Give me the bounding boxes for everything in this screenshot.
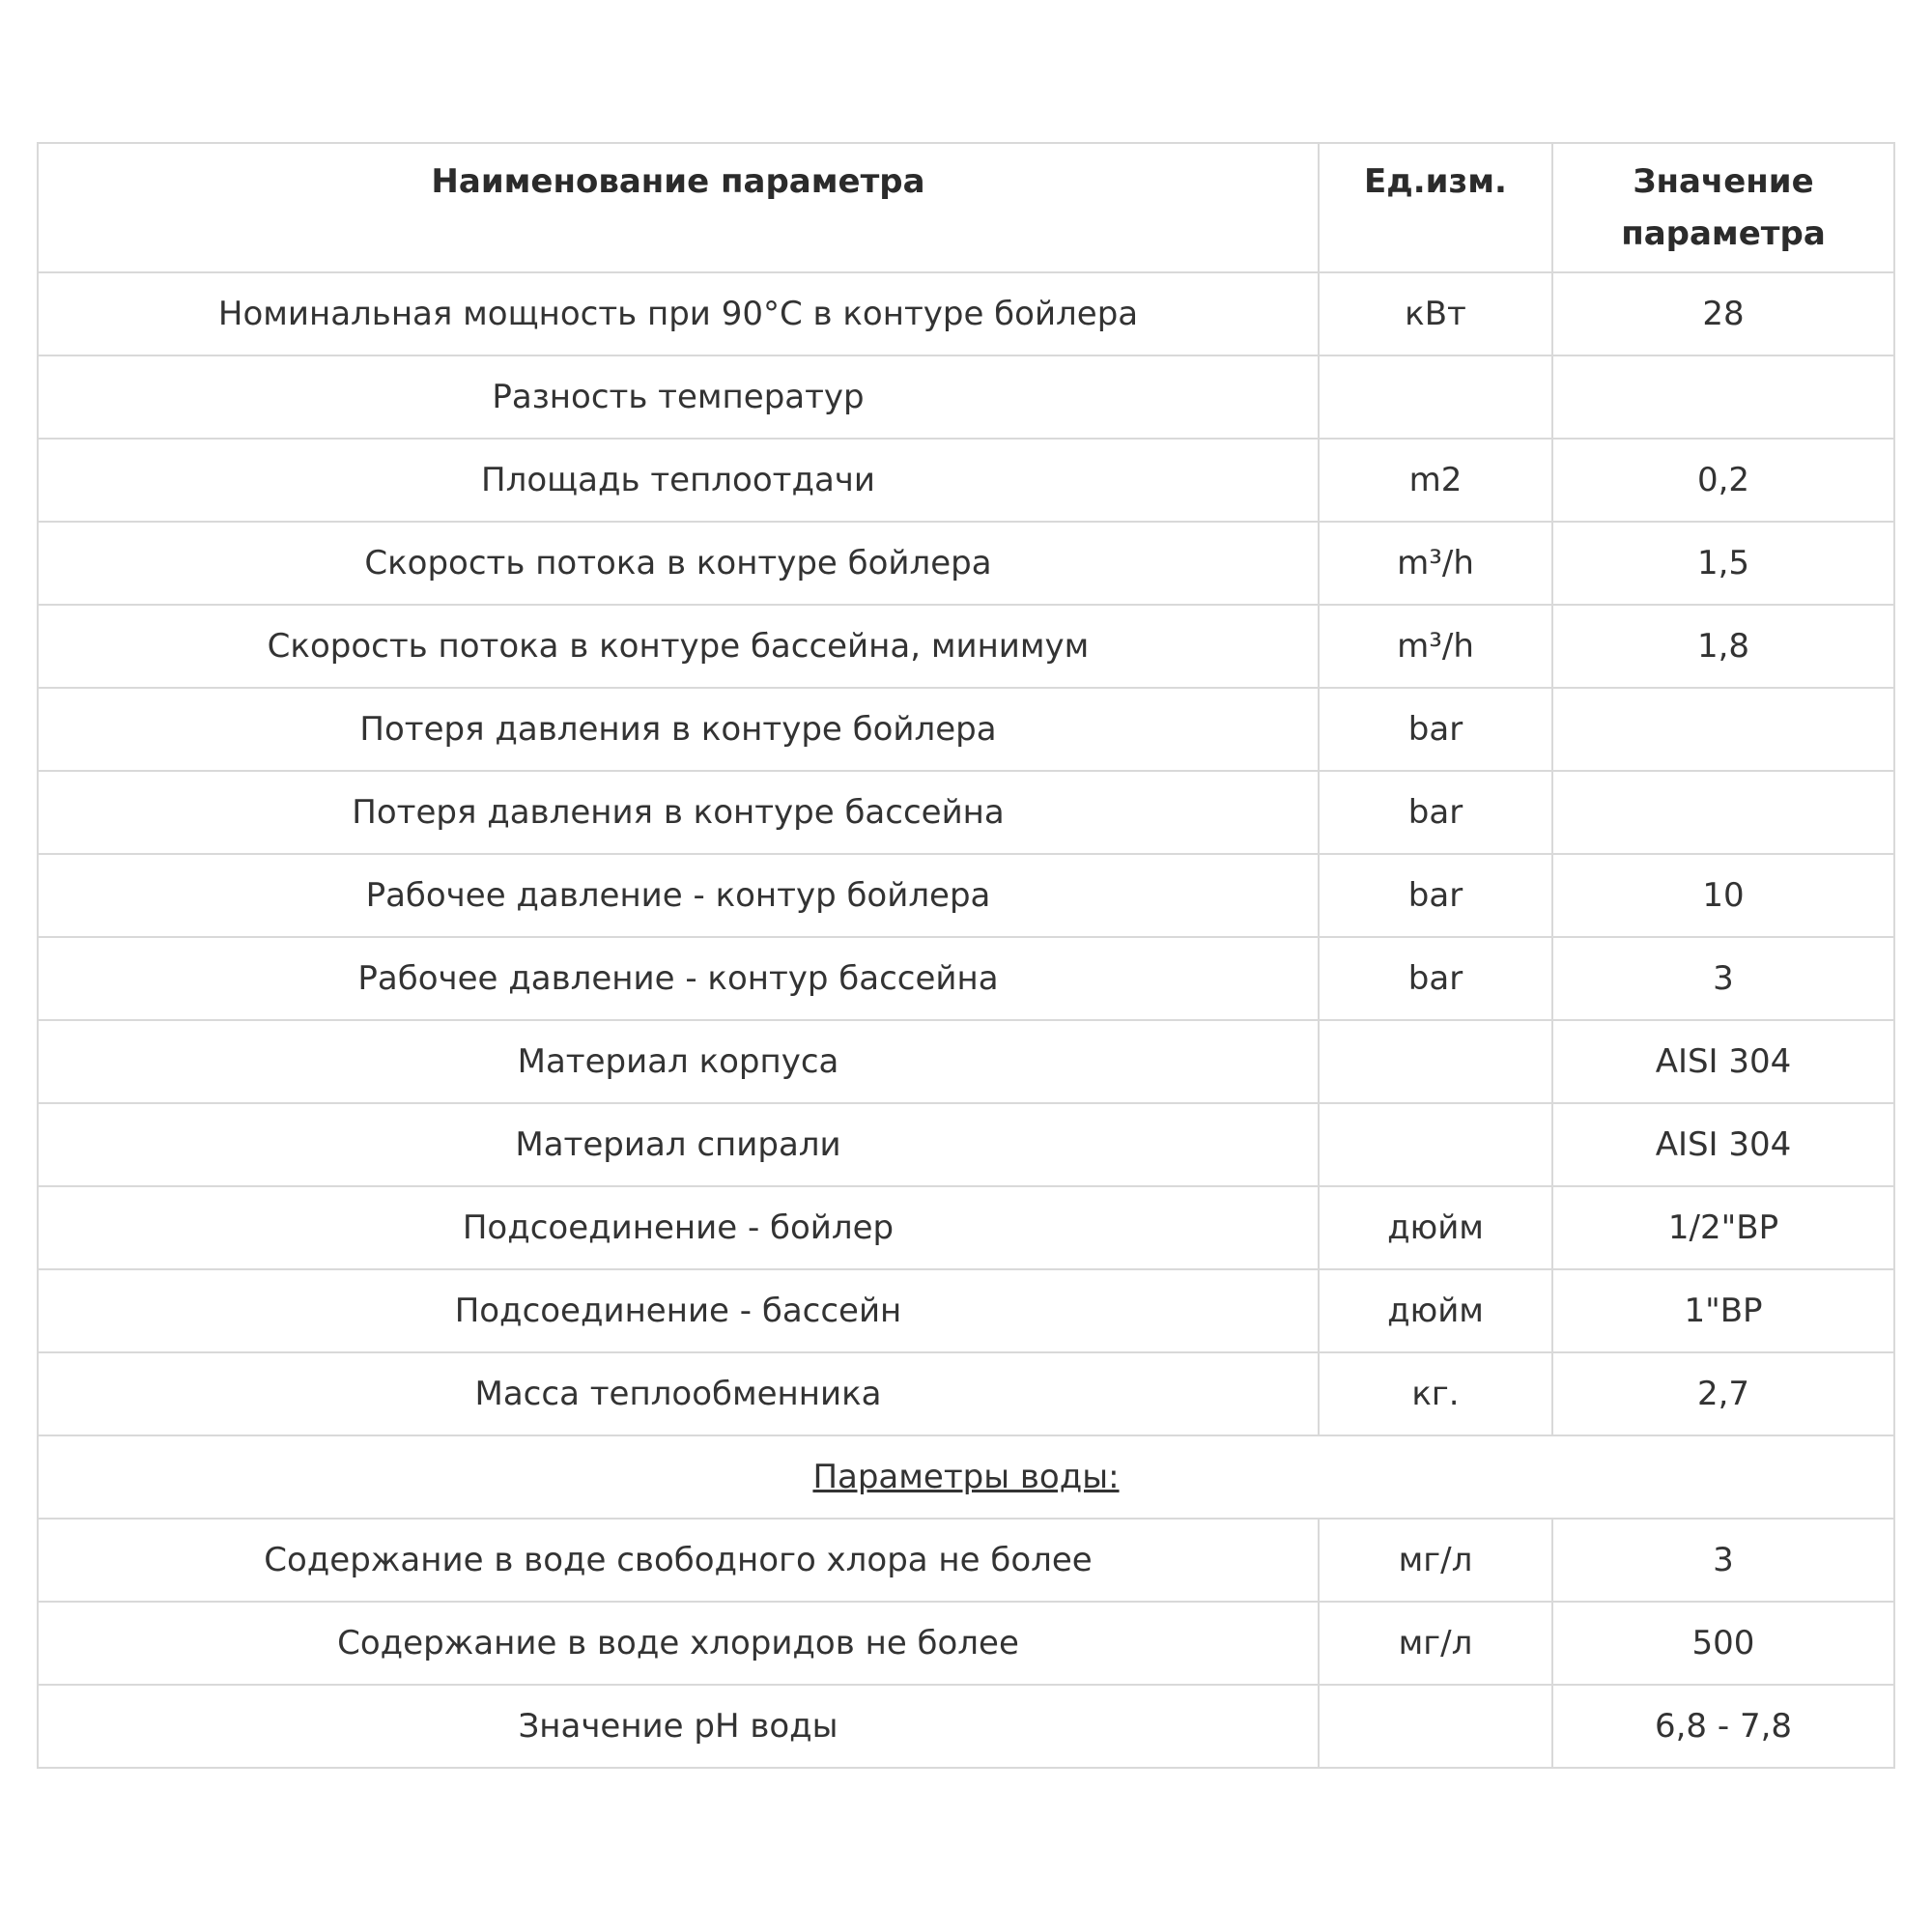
row-unit: m³/h	[1319, 522, 1552, 605]
row-name: Рабочее давление - контур бойлера	[38, 854, 1319, 937]
row-unit: bar	[1319, 771, 1552, 854]
table-row	[38, 854, 1894, 937]
row-name: Подсоединение - бойлер	[38, 1186, 1319, 1269]
table-row	[38, 1269, 1894, 1352]
row-unit: кВт	[1319, 272, 1552, 355]
header-parameter-name: Наименование параметра	[38, 143, 1319, 272]
row-unit: дюйм	[1319, 1186, 1552, 1269]
row-unit: мг/л	[1319, 1602, 1552, 1685]
section-title	[38, 1435, 1894, 1519]
table-row	[38, 1519, 1894, 1602]
header-unit: Ед.изм.	[1319, 143, 1552, 272]
table-row	[38, 937, 1894, 1020]
table-row	[38, 1103, 1894, 1186]
row-name: Рабочее давление - контур бассейна	[38, 937, 1319, 1020]
table-row	[38, 605, 1894, 688]
row-value: AISI 304	[1552, 1103, 1894, 1186]
row-value: 6,8 - 7,8	[1552, 1685, 1894, 1768]
row-value: 28	[1552, 272, 1894, 355]
row-name: Масса теплообменника	[38, 1352, 1319, 1435]
row-name: Содержание в воде свободного хлора не более	[38, 1519, 1319, 1602]
row-unit	[1319, 1103, 1552, 1186]
row-unit: m³/h	[1319, 605, 1552, 688]
row-name: Содержание в воде хлоридов не более	[38, 1602, 1319, 1685]
row-unit	[1319, 1685, 1552, 1768]
row-name: Площадь теплоотдачи	[38, 439, 1319, 522]
row-value	[1552, 688, 1894, 771]
row-name: Подсоединение - бассейн	[38, 1269, 1319, 1352]
table-row	[38, 771, 1894, 854]
row-unit: m2	[1319, 439, 1552, 522]
row-value: 0,2	[1552, 439, 1894, 522]
spec-table	[37, 142, 1895, 1769]
row-unit: кг.	[1319, 1352, 1552, 1435]
header-value-line1: Значение	[1633, 162, 1814, 201]
table-row	[38, 688, 1894, 771]
table-row	[38, 522, 1894, 605]
row-name: Потеря давления в контуре бассейна	[38, 771, 1319, 854]
table-row	[38, 1685, 1894, 1768]
table-row	[38, 439, 1894, 522]
row-value: AISI 304	[1552, 1020, 1894, 1103]
row-value: 500	[1552, 1602, 1894, 1685]
section-title-text: Параметры воды:	[812, 1458, 1120, 1496]
row-name: Материал корпуса	[38, 1020, 1319, 1103]
row-unit: bar	[1319, 937, 1552, 1020]
row-value	[1552, 355, 1894, 439]
row-value: 1/2"ВР	[1552, 1186, 1894, 1269]
row-name: Потеря давления в контуре бойлера	[38, 688, 1319, 771]
row-name: Номинальная мощность при 90°C в контуре бойлера	[38, 272, 1319, 355]
row-value: 1,5	[1552, 522, 1894, 605]
header-value	[1552, 143, 1894, 272]
row-unit: дюйм	[1319, 1269, 1552, 1352]
row-name: Материал спирали	[38, 1103, 1319, 1186]
row-value	[1552, 771, 1894, 854]
row-name: Скорость потока в контуре бойлера	[38, 522, 1319, 605]
table-row	[38, 1352, 1894, 1435]
header-value-line2: параметра	[1621, 214, 1826, 253]
row-unit: bar	[1319, 688, 1552, 771]
section-row	[38, 1435, 1894, 1519]
table-row	[38, 1186, 1894, 1269]
row-value: 1"ВР	[1552, 1269, 1894, 1352]
row-name: Скорость потока в контуре бассейна, минимум	[38, 605, 1319, 688]
row-value: 3	[1552, 937, 1894, 1020]
table-header-row	[38, 143, 1894, 272]
row-unit	[1319, 1020, 1552, 1103]
row-value: 3	[1552, 1519, 1894, 1602]
table-row	[38, 1020, 1894, 1103]
row-unit: мг/л	[1319, 1519, 1552, 1602]
row-value: 2,7	[1552, 1352, 1894, 1435]
row-value: 10	[1552, 854, 1894, 937]
row-unit	[1319, 355, 1552, 439]
table-row	[38, 272, 1894, 355]
row-name: Значение pH воды	[38, 1685, 1319, 1768]
table-row	[38, 1602, 1894, 1685]
row-name: Разность температур	[38, 355, 1319, 439]
row-unit: bar	[1319, 854, 1552, 937]
table-row	[38, 355, 1894, 439]
row-value: 1,8	[1552, 605, 1894, 688]
